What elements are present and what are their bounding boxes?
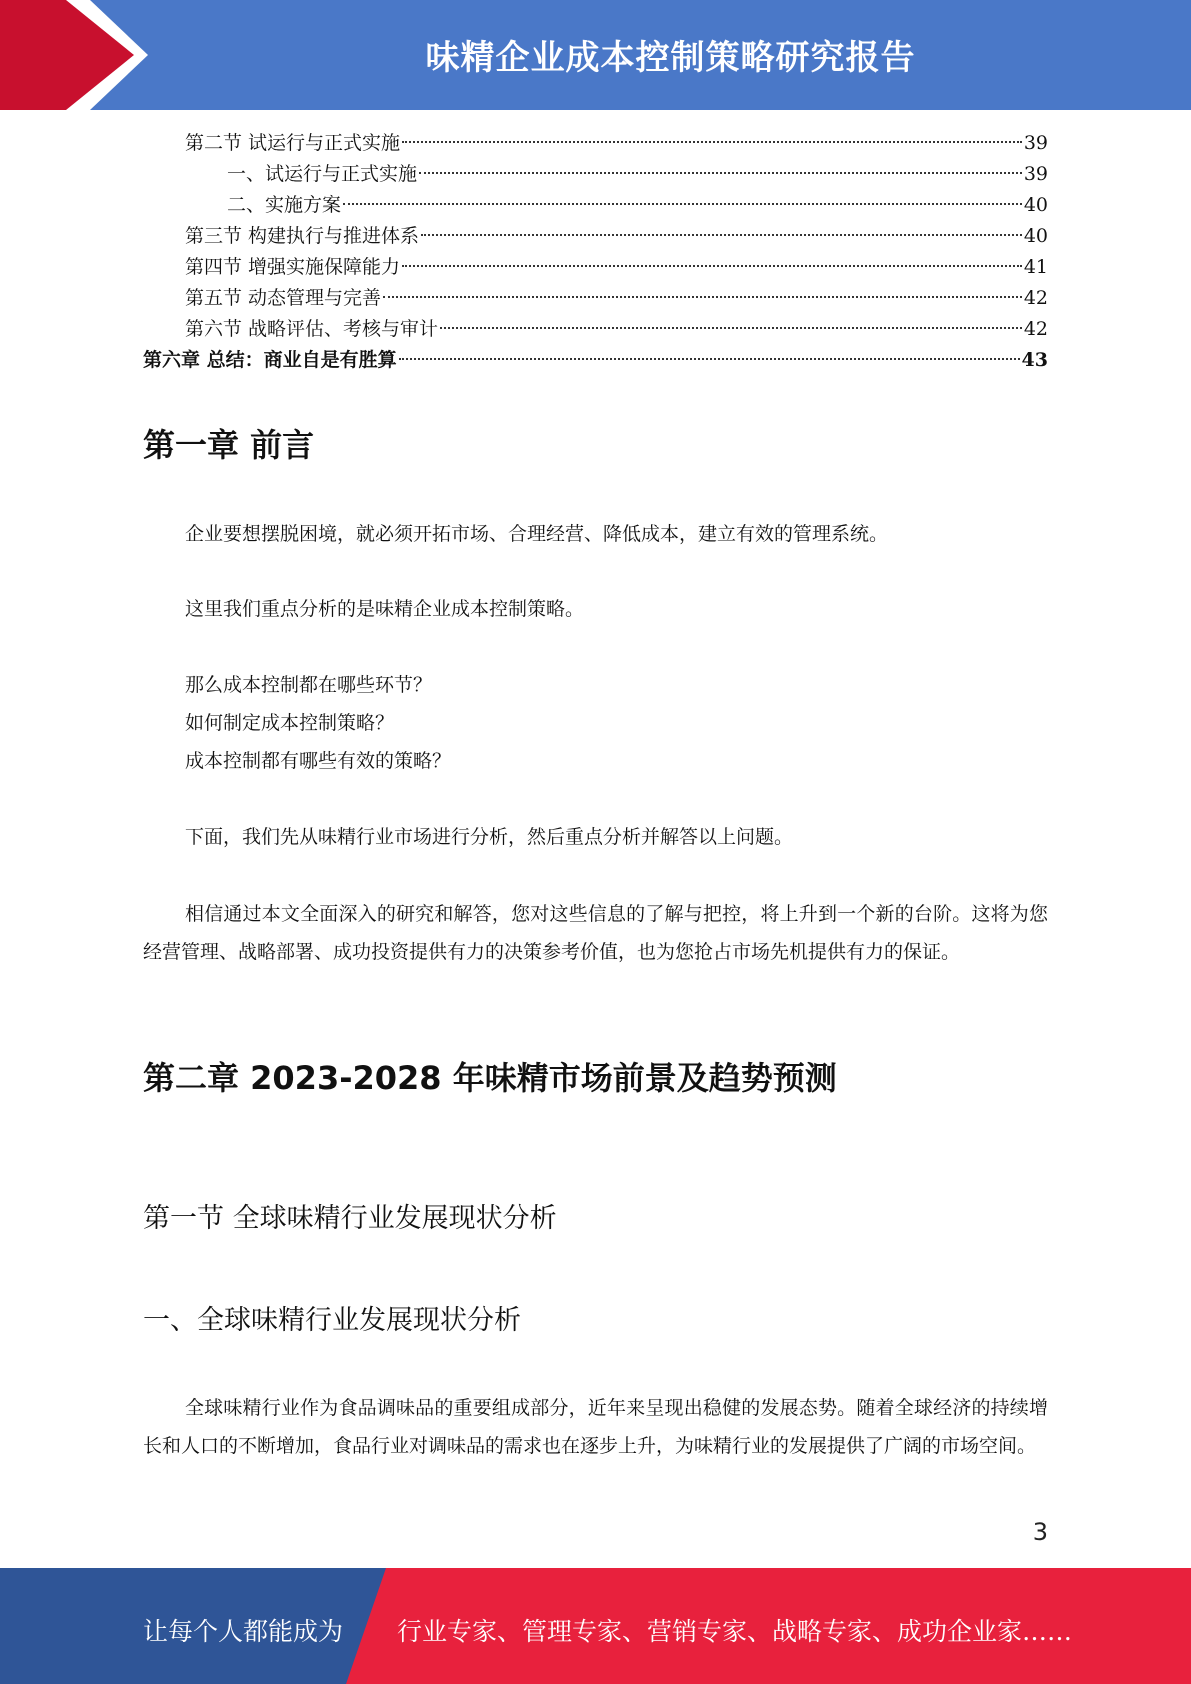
toc-entry-title: 第六章 总结：商业自是有胜算	[143, 349, 397, 371]
toc-entry-page: 41	[1023, 256, 1048, 278]
chapter-1-heading: 第一章 前言	[143, 426, 315, 464]
toc-entry-title: 二、实施方案	[227, 194, 342, 216]
toc-leader-dots	[419, 172, 1022, 174]
report-title: 味精企业成本控制策略研究报告	[425, 38, 916, 78]
toc-entry-title: 一、试运行与正式实施	[227, 163, 418, 185]
question-line: 成本控制都有哪些有效的策略？	[185, 750, 452, 772]
footer-slogan-right: 行业专家、管理专家、营销专家、战略专家、成功企业家……	[397, 1617, 1073, 1646]
page-number: 3	[1032, 1518, 1048, 1546]
toc-entry-page: 39	[1023, 163, 1048, 185]
section-heading: 第一节 全球味精行业发展现状分析	[143, 1203, 557, 1234]
toc-entry-page: 40	[1023, 194, 1048, 216]
toc-leader-dots	[440, 327, 1022, 329]
toc-entry-page: 39	[1023, 132, 1048, 154]
toc-entry-page: 42	[1023, 318, 1048, 340]
toc-entry-title: 第六节 战略评估、考核与审计	[185, 318, 439, 340]
table-of-contents	[143, 128, 1048, 376]
toc-entry-page: 43	[1021, 349, 1048, 371]
paragraph: 下面，我们先从味精行业市场进行分析，然后重点分析并解答以上问题。	[185, 826, 794, 848]
toc-leader-dots	[343, 203, 1022, 205]
footer-slogan-left: 让每个人都能成为	[143, 1617, 344, 1646]
toc-leader-dots	[402, 265, 1022, 267]
toc-entry-page: 42	[1023, 287, 1048, 309]
question-line: 如何制定成本控制策略？	[185, 712, 395, 734]
toc-entry-page: 40	[1023, 225, 1048, 247]
toc-leader-dots	[421, 234, 1022, 236]
toc-entry[interactable]	[185, 283, 1048, 314]
toc-entry[interactable]	[185, 159, 1048, 190]
subsection-heading: 一、全球味精行业发展现状分析	[143, 1305, 521, 1336]
toc-entry-title: 第二节 试运行与正式实施	[185, 132, 401, 154]
toc-entry[interactable]	[185, 221, 1048, 252]
paragraph: 这里我们重点分析的是味精企业成本控制策略。	[185, 598, 585, 620]
toc-entry[interactable]	[185, 128, 1048, 159]
question-line: 那么成本控制都在哪些环节？	[185, 674, 433, 696]
paragraph: 企业要想摆脱困境，就必须开拓市场、合理经营、降低成本，建立有效的管理系统。	[185, 523, 889, 545]
toc-entry-title: 第三节 构建执行与推进体系	[185, 225, 420, 247]
chapter-2-heading: 第二章 2023-2028 年味精市场前景及趋势预测	[143, 1059, 837, 1097]
toc-leader-dots	[383, 296, 1022, 298]
page-footer	[0, 1568, 1191, 1684]
toc-entry[interactable]	[185, 252, 1048, 283]
toc-entry[interactable]	[185, 314, 1048, 345]
toc-leader-dots	[399, 358, 1020, 360]
paragraph: 全球味精行业作为食品调味品的重要组成部分，近年来呈现出稳健的发展态势。随着全球经济的持续增长和人口的不断增加，食品行业对调味品的需求也在逐步上升，为味精行业的发展提供了广阔的市场空间。	[143, 1397, 1048, 1457]
toc-entry[interactable]	[143, 345, 1048, 376]
toc-leader-dots	[402, 141, 1022, 143]
toc-entry-title: 第四节 增强实施保障能力	[185, 256, 401, 278]
paragraph: 相信通过本文全面深入的研究和解答，您对这些信息的了解与把控，将上升到一个新的台阶。这将为您经营管理、战略部署、成功投资提供有力的决策参考价值，也为您抢占市场先机提供有力的保证。	[143, 903, 1048, 963]
toc-entry[interactable]	[185, 190, 1048, 221]
page-header	[0, 0, 1191, 110]
toc-entry-title: 第五节 动态管理与完善	[185, 287, 382, 309]
